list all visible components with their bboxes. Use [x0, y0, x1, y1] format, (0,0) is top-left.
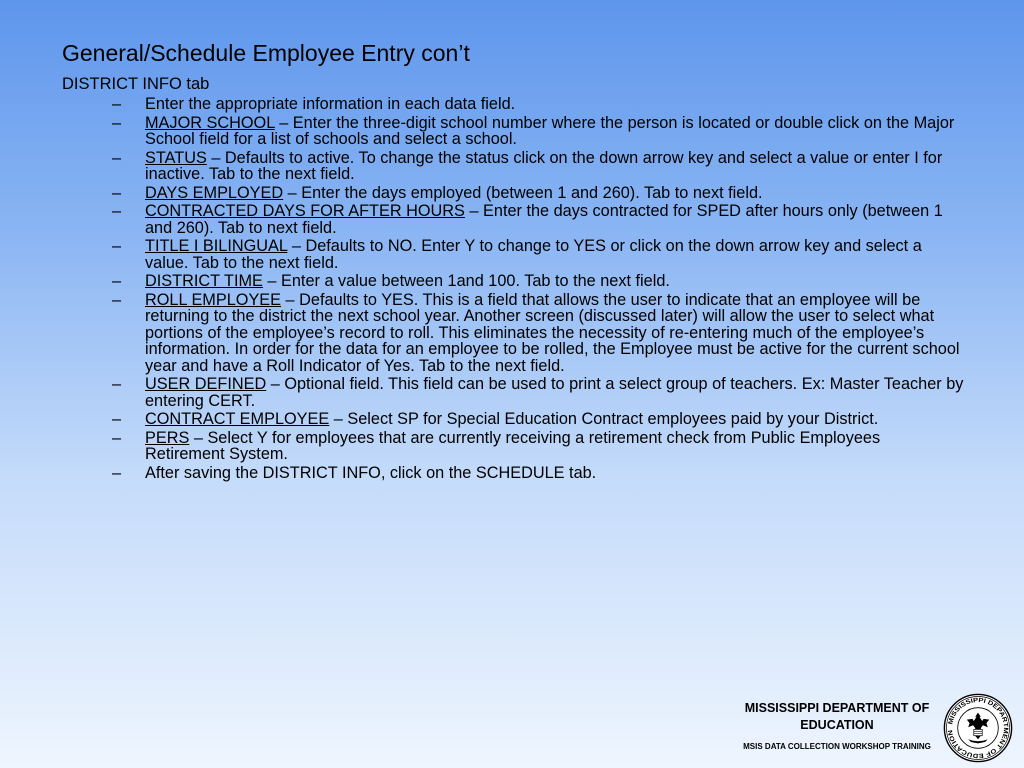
footer — [727, 700, 947, 753]
field-term: USER DEFINED — [145, 375, 267, 393]
bullet-item — [112, 465, 964, 482]
field-term: STATUS — [145, 148, 207, 167]
field-term: CONTRACTED DAYS FOR AFTER HOURS — [145, 202, 465, 220]
seal-text: MISSISSIPPI DEPARTMENT OF EDUCATION — [947, 697, 1010, 760]
field-term: CONTRACT EMPLOYEE — [145, 410, 330, 428]
bullet-item — [112, 115, 964, 148]
department-name: MISSISSIPPI DEPARTMENT OF EDUCATION — [744, 701, 930, 732]
bullet-text: After saving the DISTRICT INFO, click on the SCHEDULE tab. — [145, 463, 597, 482]
bullet-item — [112, 238, 964, 271]
bullet-text: – Select Y for employees that are currently receiving a retirement check from Public Employees Retirement System. — [145, 428, 881, 463]
bullet-item — [112, 376, 964, 409]
slide-title: General/Schedule Employee Entry con’t — [62, 40, 470, 66]
bullet-dash: – — [112, 113, 122, 132]
bullet-dash: – — [112, 237, 122, 255]
bullet-dash: – — [112, 375, 122, 393]
bullet-item — [112, 273, 964, 290]
bullet-list — [112, 96, 964, 483]
field-term: ROLL EMPLOYEE — [145, 290, 282, 309]
bullet-dash: – — [112, 95, 122, 113]
bullet-item — [112, 292, 964, 375]
department-seal-logo — [943, 693, 1013, 763]
bullet-text: – Enter the days contracted for SPED after hours only (between 1 and 260). Tab to next field. — [145, 202, 943, 237]
field-term: PERS — [145, 428, 190, 447]
bullet-dash: – — [112, 272, 122, 290]
bullet-text: – Enter the three-digit school number where the person is located or double click on the Major School field for a list of schools and select a school. — [145, 113, 955, 148]
bullet-dash: – — [112, 183, 122, 202]
bullet-dash: – — [112, 428, 122, 447]
bullet-text: – Optional field. This field can be used to print a select group of teachers. Ex: Master Teacher by entering CERT. — [145, 375, 964, 410]
bullet-text: – Enter a value between 1and 100. Tab to the next field. — [262, 272, 670, 290]
bullet-item — [112, 150, 964, 183]
bullet-dash: – — [112, 290, 122, 309]
bullet-item — [112, 430, 964, 463]
bullet-dash: – — [112, 463, 122, 482]
bullet-dash: – — [112, 202, 122, 220]
bullet-text: – Defaults to active. To change the status click on the down arrow key and select a value or enter I for inactive. Tab to the next field. — [145, 148, 943, 183]
bullet-text: Enter the appropriate information in each data field. — [145, 95, 516, 113]
field-term: MAJOR SCHOOL — [145, 113, 275, 132]
bullet-item — [112, 411, 964, 428]
bullet-item — [112, 185, 964, 202]
field-term: TITLE I BILINGUAL — [145, 237, 288, 255]
bullet-text: – Defaults to YES. This is a field that allows the user to indicate that an employee will be returning to the district the next school year. Another screen (discussed later) will allow the user to select what portions of the employee’s record to roll. This eliminates the necessity of re-entering much of the employee’s information. In order for the data for an employee to be rolled, the Employee must be active for the current school year and have a Roll Indicator of Yes. Tab to the next field. — [145, 290, 960, 375]
field-term: DISTRICT TIME — [145, 272, 263, 290]
slide-subtitle: DISTRICT INFO tab — [62, 75, 210, 93]
field-term: DAYS EMPLOYED — [145, 183, 284, 202]
bullet-dash: – — [112, 410, 122, 428]
bullet-text: – Enter the days employed (between 1 and 260). Tab to next field. — [283, 183, 763, 202]
bullet-item — [112, 96, 964, 113]
bullet-item — [112, 203, 964, 236]
workshop-name: MSIS DATA COLLECTION WORKSHOP TRAINING — [743, 742, 931, 751]
bullet-dash: – — [112, 148, 122, 167]
bullet-text: – Select SP for Special Education Contract employees paid by your District. — [329, 410, 879, 428]
bullet-text: – Defaults to NO. Enter Y to change to YES or click on the down arrow key and select a value. Tab to the next field. — [145, 237, 922, 272]
